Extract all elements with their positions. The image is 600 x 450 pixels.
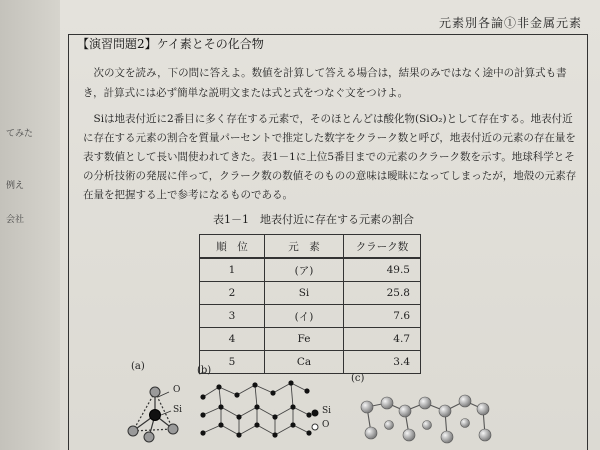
clarke-value-cell: 3.4 (344, 351, 421, 374)
figure-label-a: (a) (131, 361, 145, 372)
exercise-title: 【演習問題2】ケイ素とその化合物 (77, 37, 264, 51)
figure-c-sphere-lattice (69, 35, 589, 450)
element-cell: Fe (265, 328, 344, 351)
rank-cell: 5 (200, 351, 265, 374)
column-header: 元 素 (265, 235, 344, 259)
column-header: 順 位 (200, 235, 265, 259)
section-tag: 元素別各論①非金属元素 (438, 16, 582, 30)
rank-cell: 2 (200, 282, 265, 305)
clarke-value-cell: 4.7 (344, 328, 421, 351)
figure-label-b: (b) (197, 365, 212, 376)
clarke-value-cell: 7.6 (344, 305, 421, 328)
bleed-fragment: 会社 (6, 215, 25, 225)
element-cell: (ア) (265, 258, 344, 282)
column-header: クラーク数 (344, 235, 421, 259)
rank-cell: 4 (200, 328, 265, 351)
element-cell: (イ) (265, 305, 344, 328)
table-caption: 表1－1 地表付近に存在する元素の割合 (213, 213, 414, 226)
legend-b-oxygen: O (322, 420, 330, 430)
clarke-value-cell: 25.8 (344, 282, 421, 305)
element-cell: Ca (265, 351, 344, 374)
clarke-value-cell: 49.5 (344, 258, 421, 282)
rank-cell: 1 (200, 258, 265, 282)
previous-page-bleed (0, 0, 60, 450)
figure-label-c: (c) (351, 373, 365, 384)
body-paragraph: Siは地表付近に2番目に多く存在する元素で，そのほとんどは酸化物(SiO₂)として存在する。地表付近に存在する元素の割合を質量パーセントで推定した数字をクラーク数と呼び，地表付近の元素の存在量を表す数値として長い間使われてきた。表1－1に上位5番目までの元素のクラーク数を示す。地球科学とその分析技術の発展に伴って，クラーク数の数値そのものの意味は曖昧になってしまったが，地殻の元素存在量を把握する上で参考になるものである。 (83, 113, 577, 201)
legend-a-oxygen: O (173, 385, 181, 395)
legend-b-silicon: Si (322, 406, 332, 416)
bleed-fragment: てみた (6, 129, 34, 139)
bleed-fragment: 例え (6, 181, 25, 191)
exercise-box (68, 34, 588, 450)
rank-cell: 3 (200, 305, 265, 328)
element-cell: Si (265, 282, 344, 305)
legend-a-silicon: Si (173, 405, 183, 415)
instructions-text: 次の文を読み，下の問に答えよ。数値を計算して答える場合は，結果のみではなく途中の計算式も書き，計算式には必ず簡単な説明文または式と式をつなぐ文をつけよ。 (83, 67, 567, 99)
